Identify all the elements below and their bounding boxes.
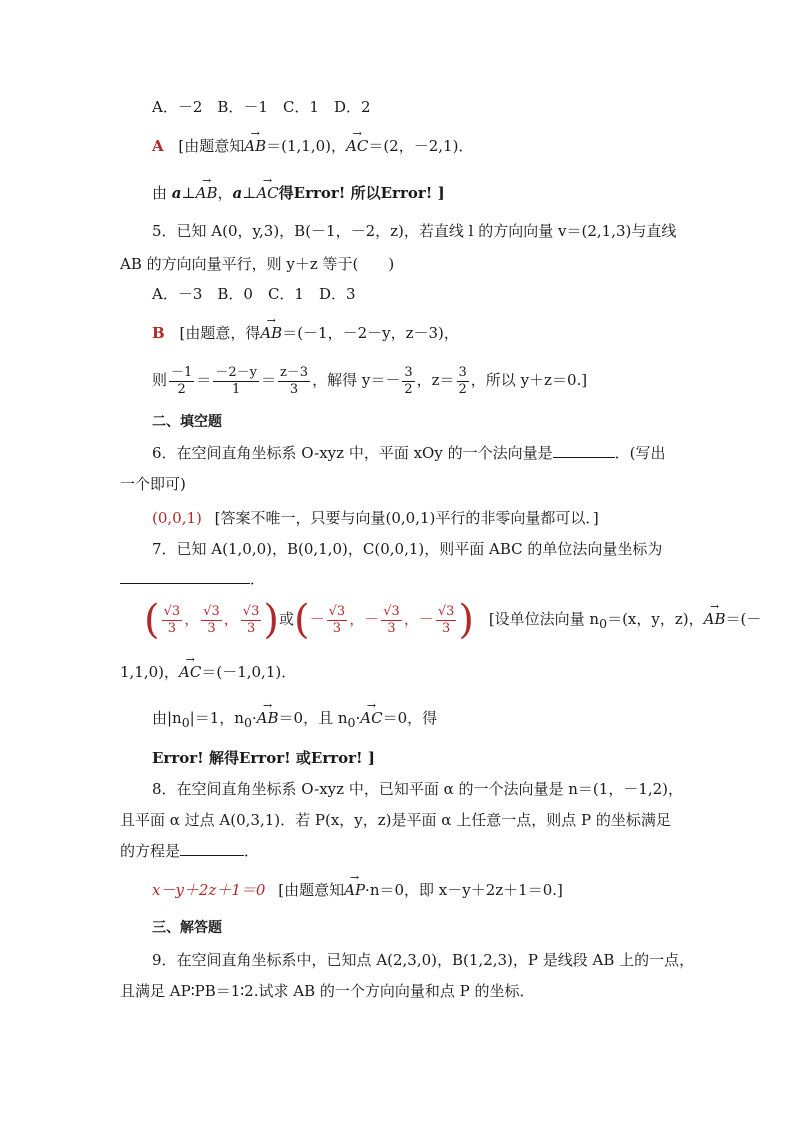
q5-text: [由题意，得 (179, 324, 261, 342)
frac-den: 1 (231, 381, 241, 397)
fraction (402, 365, 414, 398)
answer-blank (120, 583, 250, 584)
q6-text: 6．在空间直角坐标系 O-xyz 中，平面 xOy 的一个法向量是 (152, 444, 553, 462)
q7-answer-line4: Error! 解得Error! 或Error! ] (152, 749, 375, 767)
q7-answer-line3 (152, 708, 712, 733)
eq: ＝ (260, 371, 276, 389)
dot: · (251, 709, 257, 727)
q5-stem-line2: AB 的方向向量平行，则 y＋z 等于( ) (120, 255, 395, 273)
dot: · (355, 709, 361, 727)
q7-text: ＝(x，y，z)， (607, 610, 704, 628)
q7-text: 由|n (152, 709, 182, 727)
q7-text: ＝0，得 (382, 709, 438, 727)
vector-a: a (232, 184, 243, 202)
subscript: 0 (243, 715, 252, 730)
frac-den: 3 (289, 381, 299, 397)
frac-num: －2－y (215, 364, 257, 380)
q4-answer-text-c: ＝(2，－2,1)． (368, 137, 474, 155)
q7-stem-line1: 7．已知 A(1,0,0)，B(0,1,0)，C(0,0,1)，则平面 ABC 的单位法向量坐标为 (152, 540, 663, 558)
comma: ， (403, 610, 419, 628)
frac-den: 3 (167, 620, 177, 636)
radicand: 3 (171, 603, 181, 619)
q7-answer-line2 (120, 662, 680, 682)
q7-text: |＝1，n (189, 709, 244, 727)
q6-stem-line2: 一个即可) (120, 475, 186, 493)
paren: ( (294, 597, 310, 643)
paren: ) (263, 597, 279, 643)
section-heading-solution: 三、解答题 (152, 920, 222, 936)
subscript: 0 (347, 715, 356, 730)
fraction (327, 604, 348, 637)
minus: － (364, 610, 380, 628)
q4-options: A．－2 B．－1 C．1 D．2 (152, 98, 371, 116)
q6-stem-line1 (152, 443, 712, 463)
q7-answer-line1 (144, 596, 762, 646)
q4-answer-letter: A (152, 137, 164, 155)
vector-ac: → AC (179, 662, 201, 682)
frac-num: √3 (242, 603, 260, 619)
q9-stem-line2: 且满足 AP∶PB＝1∶2.试求 AB 的一个方向向量和点 P 的坐标． (120, 982, 535, 1000)
radicand: 3 (251, 603, 260, 619)
perp-symbol: ⊥ (181, 184, 196, 202)
or-text: 或 (278, 610, 294, 628)
q5-text: ＝(－1，－2－y，z－3)， (282, 324, 459, 342)
q6-answer-note: [答案不唯一，只要与向量(0,0,1)平行的非零向量都可以．] (214, 509, 599, 527)
section-heading-fill-in: 二、填空题 (152, 414, 222, 430)
frac-num: √3 (203, 603, 220, 619)
subscript: 0 (599, 616, 608, 631)
fraction (278, 365, 310, 398)
vector-ab: → AB (244, 136, 266, 156)
frac-num: 3 (458, 364, 467, 380)
q5-options: A．－3 B．0 C．1 D．3 (152, 285, 356, 303)
q4-answer-line2 (152, 183, 712, 203)
q6-answer (152, 508, 712, 528)
radicand: 3 (446, 603, 455, 619)
vector-ac: → AC (346, 136, 368, 156)
frac-num: 3 (404, 364, 413, 380)
perp-symbol: ⊥ (242, 184, 257, 202)
q7-text: 1,1,0)， (120, 663, 180, 681)
vector-ap: → AP (344, 880, 365, 900)
fraction (201, 604, 222, 637)
answer-blank (553, 457, 615, 458)
q7-text: ． (250, 570, 266, 588)
fraction (457, 365, 469, 398)
frac-den: 3 (441, 620, 451, 636)
vector-a: a (171, 184, 182, 202)
frac-num: －1 (171, 364, 193, 380)
q9-stem-line1: 9．在空间直角坐标系中，已知点 A(2,3,0)，B(1,2,3)，P 是线段 AB 上的一点， (152, 951, 695, 969)
frac-den: 2 (404, 381, 413, 397)
fraction (436, 604, 457, 637)
q5-text: ，所以 y＋z＝0.] (470, 371, 588, 389)
q8-stem-line1: 8．在空间直角坐标系 O-xyz 中，已知平面 α 的一个法向量是 n＝(1，－1,2)， (152, 780, 684, 798)
minus: － (418, 610, 434, 628)
q4-answer-text-a: [由题意知 (178, 137, 245, 155)
frac-num: √3 (163, 603, 181, 619)
q4-text: 得Error! 所以Error! ] (278, 184, 445, 202)
q5-answer-letter: B (152, 324, 165, 342)
vector-ab: → AB (260, 323, 282, 343)
vector-ab: → AB (257, 708, 279, 728)
frac-num: √3 (437, 603, 455, 619)
frac-num: √3 (328, 603, 346, 619)
radicand: 3 (336, 603, 346, 619)
q6-text: ．(写出 (614, 444, 666, 462)
q6-answer-value: (0,0,1) (152, 509, 202, 527)
frac-den: 3 (387, 620, 396, 636)
fraction (162, 604, 183, 637)
q5-stem-line1: 5．已知 A(0，y,3)，B(－1，－2，z)，若直线 l 的方向向量 v＝(2,1,3)与直线 (152, 222, 677, 240)
frac-den: 2 (458, 381, 467, 397)
q5-answer-line1 (152, 323, 712, 343)
q8-stem-line2: 且平面 α 过点 A(0,3,1)．若 P(x，y，z)是平面 α 上任意一点，则点 P 的坐标满足 (120, 811, 671, 829)
radicand: 3 (391, 603, 400, 619)
q4-text: 由 (152, 184, 172, 202)
vector-ac: → AC (256, 183, 278, 203)
q8-text: 的方程是 (120, 842, 181, 860)
comma: ， (223, 610, 239, 628)
fraction (213, 365, 259, 398)
q8-answer-value: x－y＋2z＋1＝0 (152, 881, 266, 899)
q7-text: ＝(－ (725, 610, 762, 628)
comma: ， (184, 610, 200, 628)
fraction (241, 604, 262, 637)
frac-den: 2 (177, 381, 186, 397)
frac-num: z－3 (279, 364, 309, 380)
vector-ac: → AC (360, 708, 382, 728)
q8-text: ． (244, 842, 260, 860)
q5-text: ，z＝ (416, 371, 455, 389)
q5-text: 则 (152, 371, 168, 389)
subscript: 0 (181, 715, 190, 730)
q8-answer (152, 880, 712, 900)
answer-blank (180, 855, 244, 856)
vector-ab: → AB (704, 596, 726, 642)
paren: ( (144, 597, 160, 643)
frac-den: 3 (207, 620, 216, 636)
frac-den: 3 (332, 620, 342, 636)
q7-stem-line2 (120, 569, 680, 589)
minus: － (309, 610, 325, 628)
q8-stem-line3 (120, 841, 680, 861)
q5-text: ，解得 y＝－ (312, 371, 401, 389)
fraction (381, 604, 402, 637)
frac-den: 3 (246, 620, 256, 636)
q8-text: [由题意知 (278, 881, 345, 899)
comma: ， (349, 610, 365, 628)
q5-answer-line2 (152, 360, 712, 400)
frac-num: √3 (383, 603, 400, 619)
q8-text: ·n＝0，即 x－y＋2z＋1＝0.] (365, 881, 563, 899)
eq: ＝ (196, 371, 212, 389)
radicand: 3 (211, 603, 220, 619)
q4-answer-text-b: ＝(1,1,0)， (266, 137, 347, 155)
q7-text: ＝(－1,0,1)． (201, 663, 297, 681)
vector-ab: → AB (196, 183, 218, 203)
q4-text: ， (217, 184, 233, 202)
q4-answer-line1 (152, 136, 712, 156)
q7-text: ＝0，且 n (278, 709, 348, 727)
fraction (169, 365, 194, 398)
q7-answer-value (144, 597, 479, 643)
q7-text: [设单位法向量 n (488, 610, 600, 628)
paren: ) (458, 597, 475, 643)
